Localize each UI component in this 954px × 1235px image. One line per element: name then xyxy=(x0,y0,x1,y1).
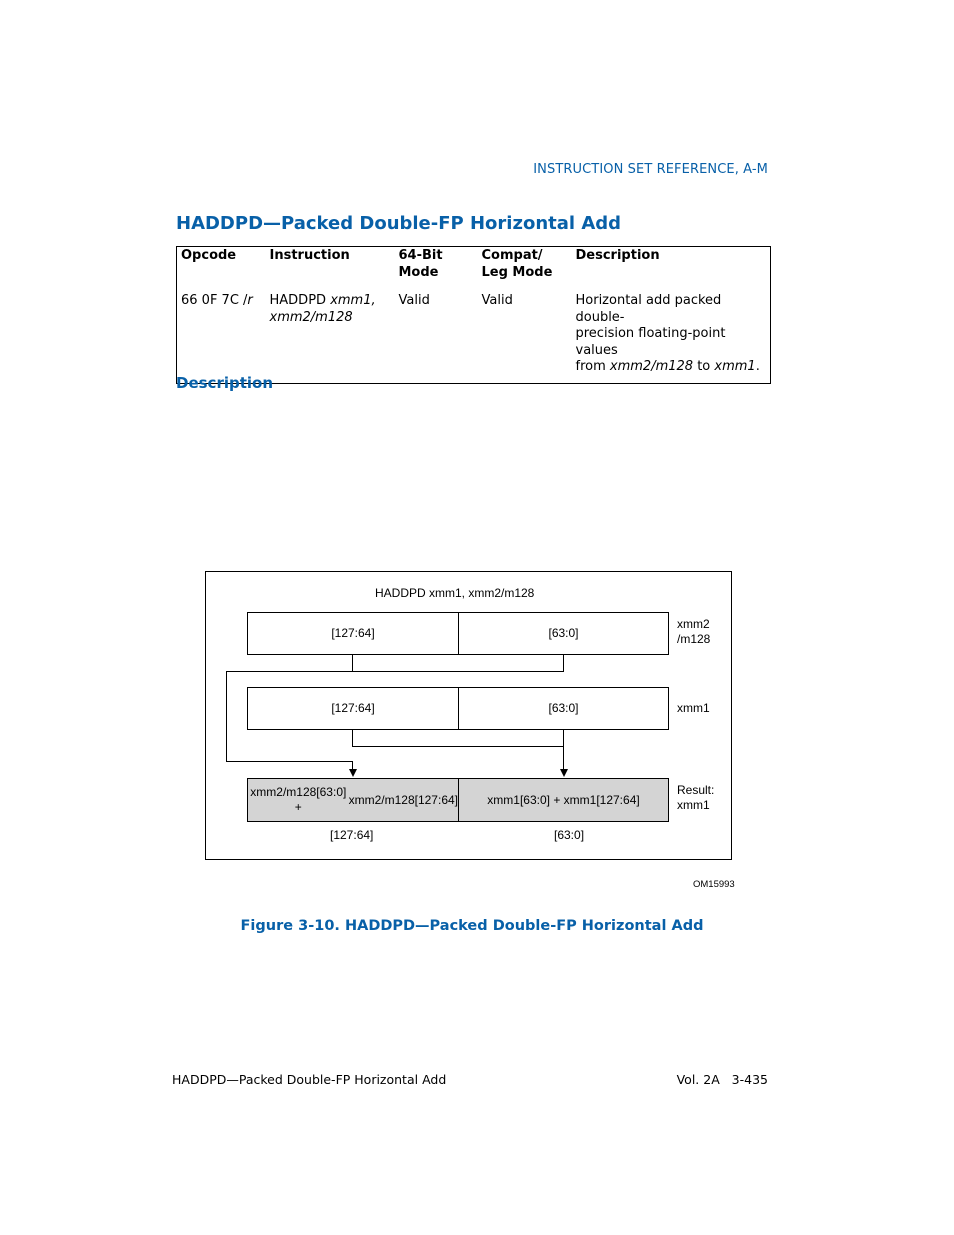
figure-id: OM15993 xyxy=(693,879,735,890)
col-instruction: Instruction xyxy=(269,248,350,263)
cell-description: Horizontal add packed double- precision floating-point values from xmm2/m128 to xmm1. xyxy=(575,293,760,374)
dst-register-label: xmm1 xyxy=(677,701,710,715)
cell-compat-mode: Valid xyxy=(481,293,513,308)
cell-instruction: HADDPD xmm1, xmm2/m128 xyxy=(269,293,376,325)
dst-high-cell: [127:64] xyxy=(247,687,459,730)
running-header: INSTRUCTION SET REFERENCE, A-M xyxy=(533,162,768,177)
figure-caption: Figure 3-10. HADDPD—Packed Double-FP Horizontal Add xyxy=(240,918,704,934)
connector-line xyxy=(352,730,353,747)
connector-line xyxy=(226,761,353,762)
footer-right: Vol. 2A 3-435 xyxy=(676,1072,768,1087)
arrow-down-icon xyxy=(560,769,568,777)
connector-line xyxy=(352,671,564,672)
src-high-cell: [127:64] xyxy=(247,612,459,655)
figure-diagram xyxy=(205,571,732,860)
connector-line xyxy=(563,655,564,672)
cell-64bit-mode: Valid xyxy=(398,293,430,308)
arrow-down-icon xyxy=(349,769,357,777)
result-bits-high: [127:64] xyxy=(330,828,374,842)
result-bits-low: [63:0] xyxy=(554,828,585,842)
connector-line xyxy=(352,655,353,672)
connector-line xyxy=(563,730,564,770)
connector-line xyxy=(226,671,227,762)
col-opcode: Opcode xyxy=(181,248,237,263)
connector-line xyxy=(352,746,564,747)
cell-opcode: 66 0F 7C /r xyxy=(181,293,253,308)
section-heading-description: Description xyxy=(176,374,274,392)
col-64bit-mode: 64-Bit Mode xyxy=(398,248,443,280)
opcode-table xyxy=(176,246,771,384)
connector-line xyxy=(226,671,353,672)
page-title: HADDPD—Packed Double-FP Horizontal Add xyxy=(176,213,622,234)
src-low-cell: [63:0] xyxy=(458,612,669,655)
result-high-cell: xmm2/m128[63:0] + xmm2/m128[127:64] xyxy=(247,778,459,822)
figure-title: HADDPD xmm1, xmm2/m128 xyxy=(375,586,535,600)
result-low-cell: xmm1[63:0] + xmm1[127:64] xyxy=(458,778,669,822)
table-row xyxy=(177,287,771,383)
result-register-label: Result: xmm1 xyxy=(677,783,715,812)
col-compat-mode: Compat/ Leg Mode xyxy=(481,248,553,280)
src-register-label: xmm2 /m128 xyxy=(677,617,711,646)
table-header-row xyxy=(177,247,771,288)
col-description: Description xyxy=(575,248,660,263)
footer-left: HADDPD—Packed Double-FP Horizontal Add xyxy=(172,1072,447,1087)
dst-low-cell: [63:0] xyxy=(458,687,669,730)
